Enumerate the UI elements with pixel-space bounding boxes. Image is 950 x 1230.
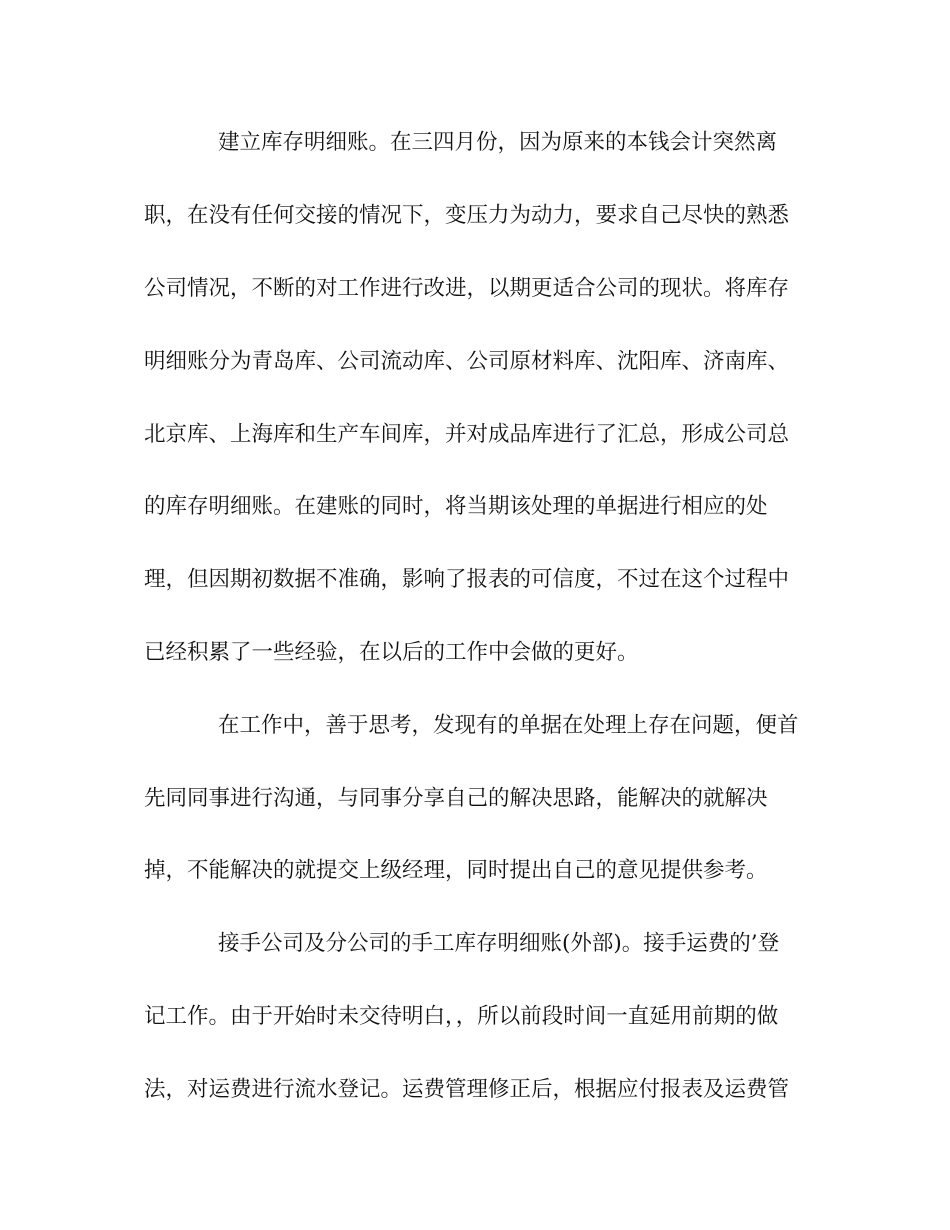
paragraph-1-line-1: 建立库存明细账。在三四月份，因为原来的本钱会计突然离 bbox=[218, 130, 778, 155]
paragraph-1-line-5: 北京库、上海库和生产车间库，并对成品库进行了汇总，形成公司总 bbox=[144, 422, 790, 447]
paragraph-3-line-2: 记工作。由于开始时未交待明白，，所以前段时间一直延用前期的做 bbox=[144, 1004, 779, 1029]
paragraph-1-line-8: 已经积累了一些经验，在以后的工作中会做的更好。 bbox=[144, 640, 639, 665]
paragraph-3-line-3: 法，对运费进行流水登记。运费管理修正后，根据应付报表及运费管 bbox=[144, 1077, 790, 1102]
paragraph-1-line-6: 的库存明细账。在建账的同时，将当期该处理的单据进行相应的处 bbox=[144, 494, 768, 519]
paragraph-2-line-2: 先同同事进行沟通，与同事分享自己的解决思路，能解决的就解决 bbox=[144, 786, 768, 811]
paragraph-1-line-4: 明细账分为青岛库、公司流动库、公司原材料库、沈阳库、济南库、 bbox=[144, 349, 790, 374]
paragraph-1-line-7: 理，但因期初数据不准确，影响了报表的可信度，不过在这个过程中 bbox=[144, 567, 790, 592]
paragraph-2-line-1: 在工作中，善于思考，发现有的单据在处理上存在问题，便首 bbox=[218, 713, 799, 738]
paragraph-1-line-2: 职，在没有任何交接的情况下，变压力为动力，要求自己尽快的熟悉 bbox=[144, 203, 790, 228]
paragraph-3-line-1: 接手公司及分公司的手工库存明细账(外部)。接手运费的’登 bbox=[218, 931, 780, 956]
paragraph-1-line-3: 公司情况，不断的对工作进行改进，以期更适合公司的现状。将库存 bbox=[144, 276, 790, 301]
paragraph-2-line-3: 掉，不能解决的就提交上级经理，同时提出自己的意见提供参考。 bbox=[144, 858, 768, 883]
